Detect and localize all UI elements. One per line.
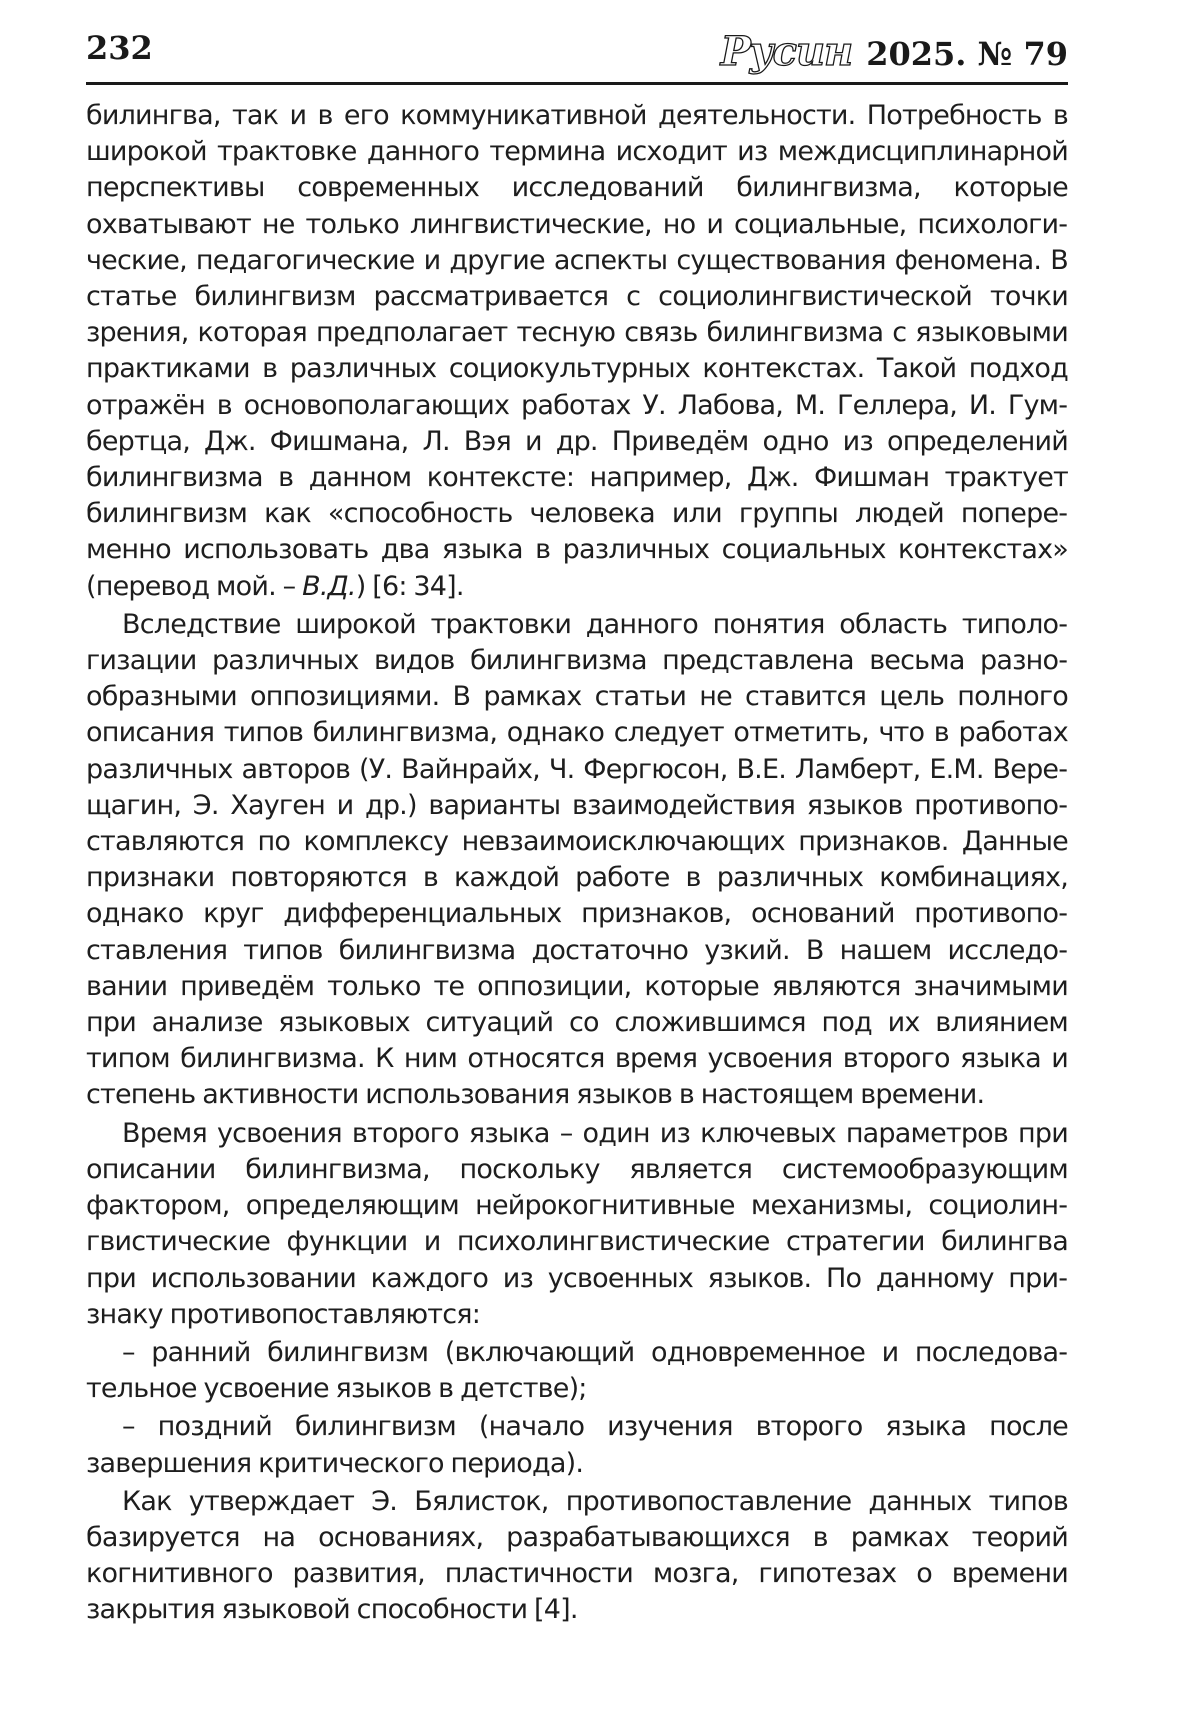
list-item: – ранний билингвизм (включающий одновременное и последовательное усвоение языков в детстве);	[86, 1336, 1068, 1405]
author-initials: В.Д.	[302, 570, 356, 602]
page-header	[86, 26, 1068, 85]
paragraph-1-text: билингва, так и в его коммуникативной деятельности. Потребность в широкой трактовке данного термина исходит из междисциплинарной перспективы современных исследований билингвизма, которые охватывают не только лингвистические, но и социальные, психологические, педагогические и другие аспекты существования феномена. В статье билингвизм рассматривается с социолингвистической точки зрения, которая предполагает тесную связь билингвизма с языковыми практиками в различных социокультурных контекстах. Такой подход отражён в основополагающих работах У. Лабова, М. Геллера, И. Гумбертца, Дж. Фишмана, Л. Вэя и др. Приведём одно из определений билингвизма в данном контексте: например, Дж. Фишман трактует билингвизм как «способность человека или группы людей попеременно использовать два языка в различных социальных контекстах» (перевод мой. –	[86, 100, 1068, 602]
paragraph-2: Вследствие широкой трактовки данного понятия область типологизации различных видов билингвизма представлена весьма разнообразными оппозициями. В рамках статьи не ставится цель полного описания типов билингвизма, однако следует отметить, что в работах различных авторов (У. Вайнрайх, Ч. Фергюсон, В.Е. Ламберт, Е.М. Верещагин, Э. Хауген и др.) варианты взаимодействия языков противопоставляются по комплексу невзаимоисключающих признаков. Данные признаки повторяются в каждой работе в различных комбинациях, однако круг дифференциальных признаков, оснований противопоставления типов билингвизма достаточно узкий. В нашем исследовании приведём только те оппозиции, которые являются значимыми при анализе языковых ситуаций со сложившимся под их влиянием типом билингвизма. К ним относятся время усвоения второго языка и степень активности использования языков в настоящем времени.	[86, 608, 1068, 1111]
paragraph-1	[86, 98, 1068, 605]
article-body	[86, 98, 1068, 1629]
journal-logo: Русин	[720, 28, 853, 75]
paragraph-1-citation: ) [6: 34].	[355, 570, 464, 602]
list-item: – поздний билингвизм (начало изучения второго языка после завершения критического периода).	[86, 1411, 1068, 1479]
paragraph-3: Время усвоения второго языка – один из ключевых параметров при описании билингвизма, поскольку является системообразующим фактором, определяющим нейрокогнитивные механизмы, социолингвистические функции и психолингвистические стратегии билингва при использовании каждого из усвоенных языков. По данному признаку противопоставляются:	[86, 1117, 1068, 1330]
page-number: 232	[86, 29, 153, 67]
journal-title	[721, 26, 1068, 78]
journal-issue: 2025. № 79	[866, 35, 1068, 73]
paragraph-4: Как утверждает Э. Бялисток, противопоставление данных типов базируется на основаниях, разрабатывающихся в рамках теорий когнитивного развития, пластичности мозга, гипотезах о времени закрытия языковой способности [4].	[86, 1485, 1068, 1626]
